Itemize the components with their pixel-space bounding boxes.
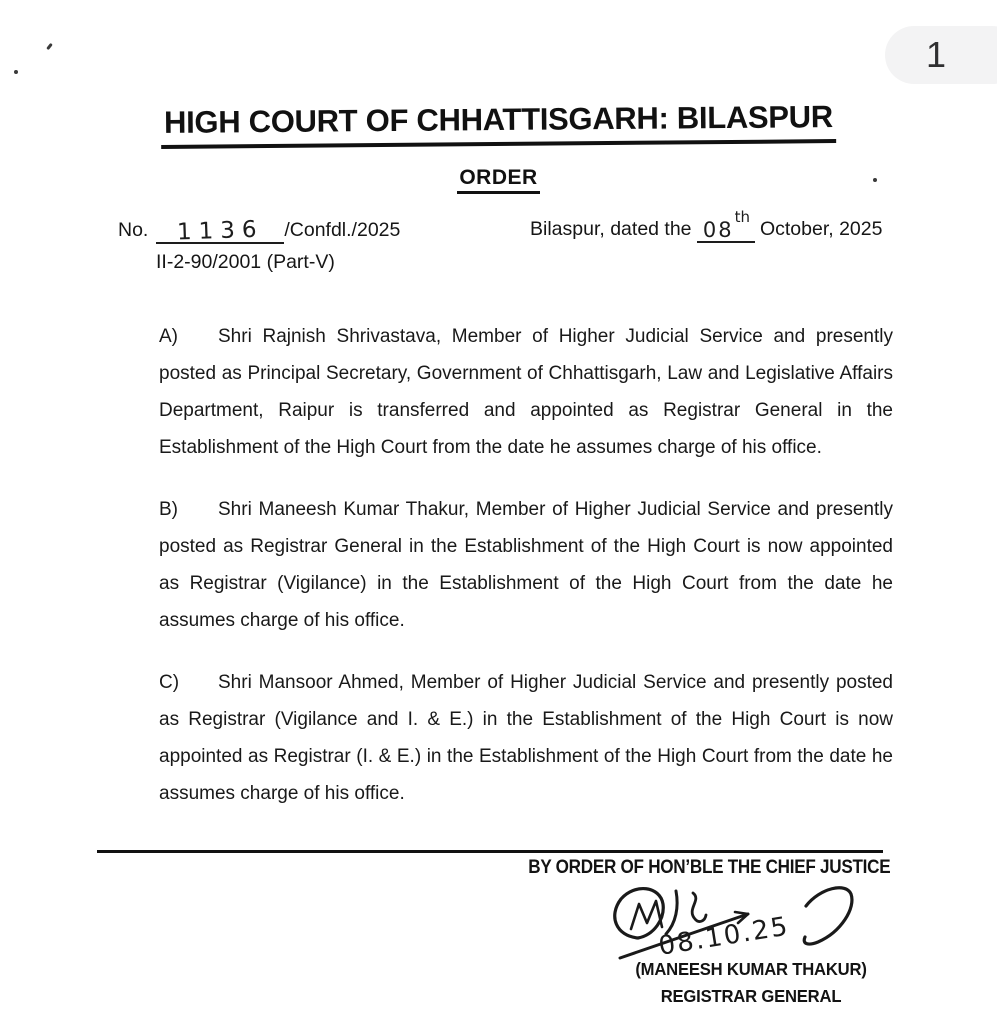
place-date-line xyxy=(530,208,883,243)
paragraph-c-text: Shri Mansoor Ahmed, Member of Higher Judicial Service and presently posted as Registrar (Vigilance and I. & E.) in the Establishment of the High Court is now appointed as Registrar (I. & E.) in the Establishment of the High Court from the date he assumes charge of his office. xyxy=(159,672,893,804)
signatory-name: (MANEESH KUMAR THAKUR) xyxy=(635,959,867,979)
signature-swoosh xyxy=(804,888,852,944)
paragraph-a-label: A) xyxy=(159,326,178,347)
file-reference-line: II-2-90/2001 (Part-V) xyxy=(156,251,335,273)
paragraph-b-text: Shri Maneesh Kumar Thakur, Member of Higher Judicial Service and presently posted as Registrar General in the Establishment of the High Court is now appointed as Registrar (Vigilance) in the Establishment of the High Court from the date he assumes charge of his office. xyxy=(159,499,893,631)
order-body xyxy=(159,318,893,837)
signature-s-stroke xyxy=(692,893,706,922)
paragraph-a-text: Shri Rajnish Shrivastava, Member of Higher Judicial Service and presently posted as Principal Secretary, Government of Chhattisgarh, Law and Legislative Affairs Department, Raipur is transferred and appointed as Registrar General in the Establishment of the High Court from the date he assumes charge of his office. xyxy=(159,326,893,458)
reference-number-suffix: /Confdl./2025 xyxy=(284,219,401,241)
by-order-line: BY ORDER OF HON’BLE THE CHIEF JUSTICE xyxy=(527,857,890,878)
scan-speck xyxy=(46,43,53,50)
scan-speck xyxy=(14,70,18,74)
signature-scribble xyxy=(598,876,898,968)
signature-date-handwritten: 08.10.25 xyxy=(656,911,792,962)
document-header xyxy=(0,98,997,151)
date-day-handwritten: 08 xyxy=(702,218,734,242)
paragraph-b xyxy=(159,491,893,639)
paragraph-c xyxy=(159,664,893,812)
place-date-prefix: Bilaspur, dated the xyxy=(530,218,692,240)
paragraph-a xyxy=(159,318,893,466)
no-label: No. xyxy=(118,219,149,241)
page-number: 1 xyxy=(925,34,947,75)
paragraph-c-label: C) xyxy=(159,672,180,693)
page-number-badge xyxy=(885,26,997,84)
document-title: HIGH COURT OF CHHATTISGARH: BILASPUR xyxy=(161,99,836,149)
signature-loop xyxy=(615,889,663,938)
signature-d-stroke xyxy=(666,891,677,934)
paragraph-b-label: B) xyxy=(159,499,178,520)
reference-number-line xyxy=(118,216,400,244)
reference-block xyxy=(118,216,400,274)
order-number-blank xyxy=(156,216,284,244)
order-heading: ORDER xyxy=(457,166,539,194)
order-number-handwritten: 1136 xyxy=(176,216,265,246)
signatory-block xyxy=(609,956,894,1010)
date-month-year: October, 2025 xyxy=(759,218,883,240)
footer-divider-line xyxy=(97,850,883,853)
date-blank xyxy=(697,208,755,243)
signatory-title: REGISTRAR GENERAL xyxy=(660,986,842,1006)
order-heading-wrap xyxy=(0,166,997,194)
date-ordinal-handwritten: th xyxy=(734,208,751,226)
